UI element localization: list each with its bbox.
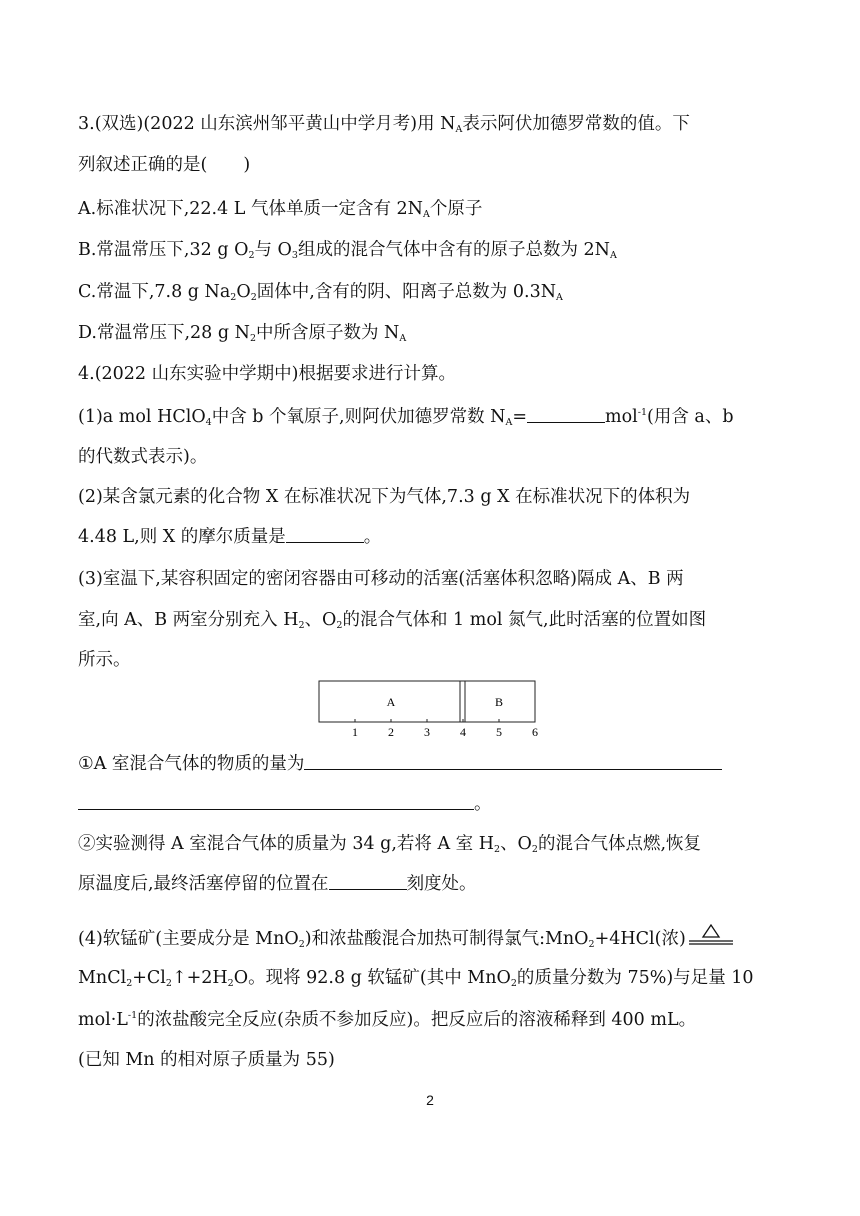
scale-tick-label-3: 3	[424, 725, 430, 739]
q4-part-4-line-3: $mol\cdot L^{-1}$的浓盐酸完全反应(杂质不参加反应)。把反应后的溶液稀释到 400 mL。	[78, 1010, 697, 1030]
page-number: 2	[426, 1092, 434, 1108]
q3-line-2: 列叙述正确的是( )	[78, 155, 251, 175]
q3-option-b: B.常温常压下,32 g $O_2$与 $O_3$组成的混合气体中含有的原子总数为 $2N_A$	[78, 240, 617, 261]
q4-part-1: (1)a mol HClO$_4$中含 b 个氧原子,则阿伏加德罗常数 $N_A= mol^{-1}$(用含 a、b	[78, 407, 734, 428]
answer-blank-2[interactable]	[286, 525, 364, 543]
q4-sub-2-line-1: ②实验测得 A 室混合气体的质量为 34 g,若将 A 室 $H_2$、$O_2$的混合气体点燃,恢复	[78, 834, 702, 855]
q4-part-3-line-2: 室,向 A、B 两室分别充入 $H_2$、$O_2$的混合气体和 1 mol 氮气,此时活塞的位置如图	[78, 610, 707, 631]
q4-sub-2-line-2: 原温度后,最终活塞停留的位置在 刻度处。	[78, 874, 477, 894]
scale-tick-label-5: 5	[496, 725, 502, 739]
answer-blank-1[interactable]	[527, 405, 605, 423]
q4-part-4-line-1: (4)软锰矿(主要成分是 MnO$_2$)和浓盐酸混合加热可制得氯气:MnO$_2$+4HCl(浓)	[78, 923, 736, 951]
q3-option-a: A.标准状况下,22.4 L 气体单质一定含有 $2N_A$个原子	[78, 199, 483, 220]
answer-blank-3[interactable]	[304, 752, 722, 770]
q4-sub-1-line-1: ①A 室混合气体的物质的量为	[78, 752, 722, 776]
piston-container-diagram	[300, 675, 560, 745]
q4-part-1-cont: 的代数式表示)。	[78, 447, 208, 467]
scale-tick-label-4: 4	[460, 725, 466, 739]
q4-part-2-line-2: 4.48 L,则 X 的摩尔质量是 。	[78, 527, 382, 547]
q4-sub-1-line-2: 。	[78, 792, 492, 816]
answer-blank-4[interactable]	[329, 872, 407, 890]
q3-option-c: C.常温下,7.8 g $Na_2O_2$固体中,含有的阴、阳离子总数为 $0.3N_A$	[78, 282, 563, 303]
q4-part-3-line-1: (3)室温下,某容积固定的密闭容器由可移动的活塞(活塞体积忽略)隔成 A、B 两	[78, 569, 684, 589]
q3-option-d: D.常温常压下,28 g $N_2$中所含原子数为 $N_A$	[78, 323, 407, 344]
answer-blank-3-cont[interactable]	[78, 792, 474, 810]
scale-tick-label-6: 6	[532, 725, 538, 739]
q4-part-4-line-2: $MnCl_2+Cl_2↑+2H_2O$。现将 92.8 g 软锰矿(其中 MnO$_2$的质量分数为 75%)与足量 10	[78, 968, 754, 989]
chamber-b-label: B	[494, 695, 504, 709]
q4-part-2-line-1: (2)某含氯元素的化合物 X 在标准状况下为气体,7.3 g X 在标准状况下的体积为	[78, 487, 691, 507]
q3-line-1: 3.(双选)(2022 山东滨州邹平黄山中学月考)用 $N_A$表示阿伏加德罗常数的值。下	[78, 114, 690, 135]
scale-tick-label-1: 1	[352, 725, 358, 739]
scale-tick-label-2: 2	[388, 725, 394, 739]
piston	[460, 681, 465, 722]
q4-part-3-line-3: 所示。	[78, 650, 131, 670]
chamber-a-label: A	[386, 695, 396, 709]
heat-condition-arrow	[686, 923, 736, 947]
q4-part-4-line-4: (已知 Mn 的相对原子质量为 55)	[78, 1050, 335, 1070]
q4-intro: 4.(2022 山东实验中学期中)根据要求进行计算。	[78, 364, 456, 384]
